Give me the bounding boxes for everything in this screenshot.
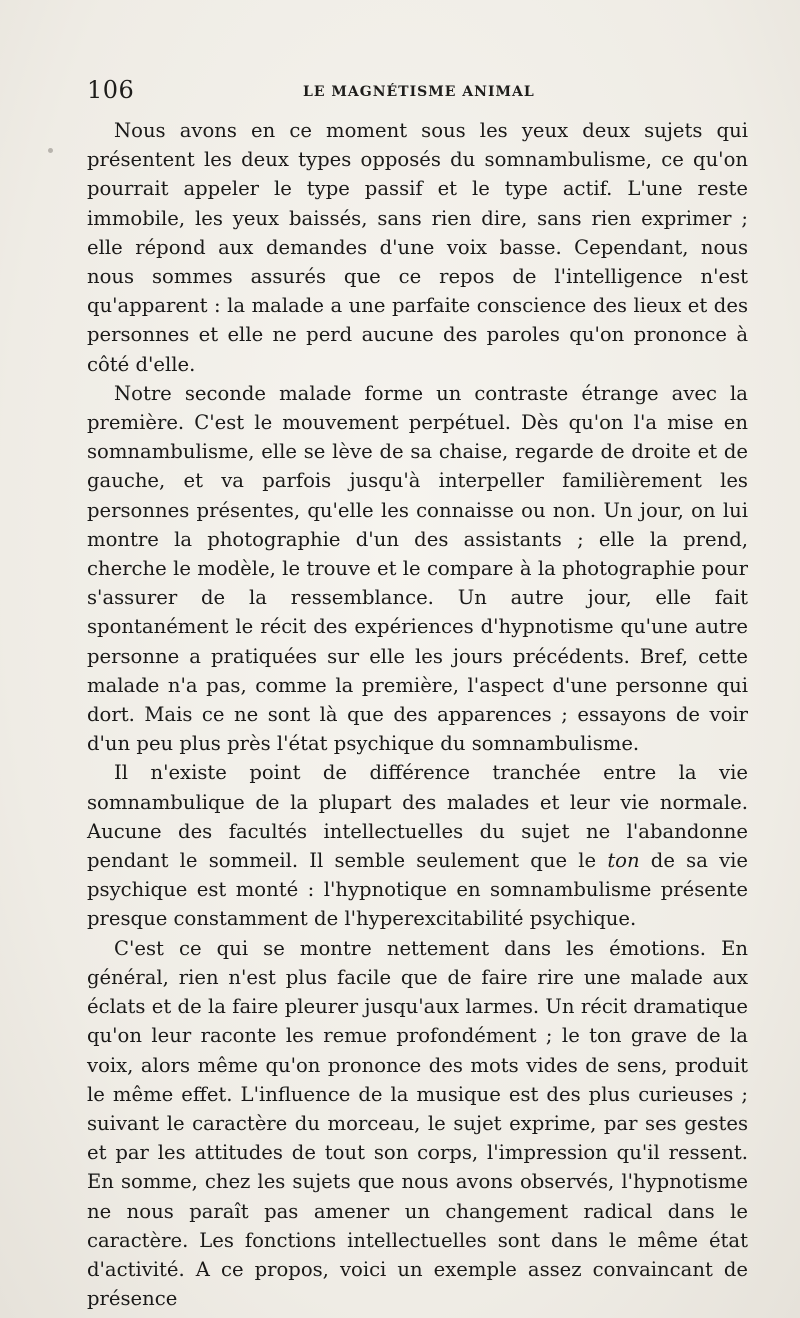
paragraph-2: Notre seconde malade forme un contraste étrange avec la première. C'est le mouvement perpétuel. Dès qu'on l'a mise en somnambulisme, elle se lève de sa chaise, regarde de droite et de gauche, et va parfois jusqu'à interpeller familièrement les personnes présentes, qu'elle les connaisse ou non. Un jour, on lui montre la photographie d'un des assistants ; elle la prend, cherche le modèle, le trouve et le compare à la photographie pour s'assurer de la ressemblance. Un autre jour, elle fait spontanément le récit des expériences d'hypnotisme qu'une autre personne a pratiquées sur elle les jours précédents. Bref, cette malade n'a pas, comme la première, l'aspect d'une personne qui dort. Mais ce ne sont là que des apparences ; essayons de voir d'un peu plus près l'état psychique du somnambulisme. <box>87 381 748 756</box>
page-number: 106 <box>87 76 135 104</box>
page-header <box>87 76 747 110</box>
paragraph-1: Nous avons en ce moment sous les yeux deux sujets qui présentent les deux types opposés du somnambulisme, ce qu'on pourrait appeler le type passif et le type actif. L'une reste immobile, les yeux baissés, sans rien dire, sans rien exprimer ; elle répond aux demandes d'une voix basse. Cependant, nous nous sommes assurés que ce repos de l'intelligence n'est qu'apparent : la malade a une parfaite conscience des lieux et des personnes et elle ne perd aucune des paroles qu'on prononce à côté d'elle. <box>87 119 748 376</box>
paragraph-3-before: Il n'existe point de différence tranchée entre la vie somnambulique de la plupart des malades et leur vie normale. Aucune des facultés intellectuelles du sujet ne l'abandonne pendant le sommeil. Il semble seulement que le <box>87 761 748 873</box>
running-title: LE MAGNÉTISME ANIMAL <box>303 84 535 100</box>
emphasized-word: ton <box>607 849 640 873</box>
paragraph-3 <box>87 758 748 933</box>
body-text <box>87 116 748 1313</box>
paragraph-4: C'est ce qui se montre nettement dans les émotions. En général, rien n'est plus facile que de faire rire une malade aux éclats et de la faire pleurer jusqu'aux larmes. Un récit dramatique qu'on leur raconte les remue profondément ; le ton grave de la voix, alors même qu'on prononce des mots vides de sens, produit le même effet. L'influence de la musique est des plus curieuses ; suivant le caractère du morceau, le sujet exprime, par ses gestes et par les attitudes de tout son corps, l'impression qu'il ressent. En somme, chez les sujets que nous avons observés, l'hypnotisme ne nous paraît pas amener un changement radical dans le caractère. Les fonctions intellectuelles sont dans le même état d'activité. A ce propos, voici un exemple assez convaincant de présence <box>87 936 748 1311</box>
paragraph-3-after: de sa vie psychique est monté : l'hypnotique en somnambulisme présente presque constamment de l'hyperexcitabilité psychique. <box>87 849 748 931</box>
ink-speck <box>48 148 53 153</box>
